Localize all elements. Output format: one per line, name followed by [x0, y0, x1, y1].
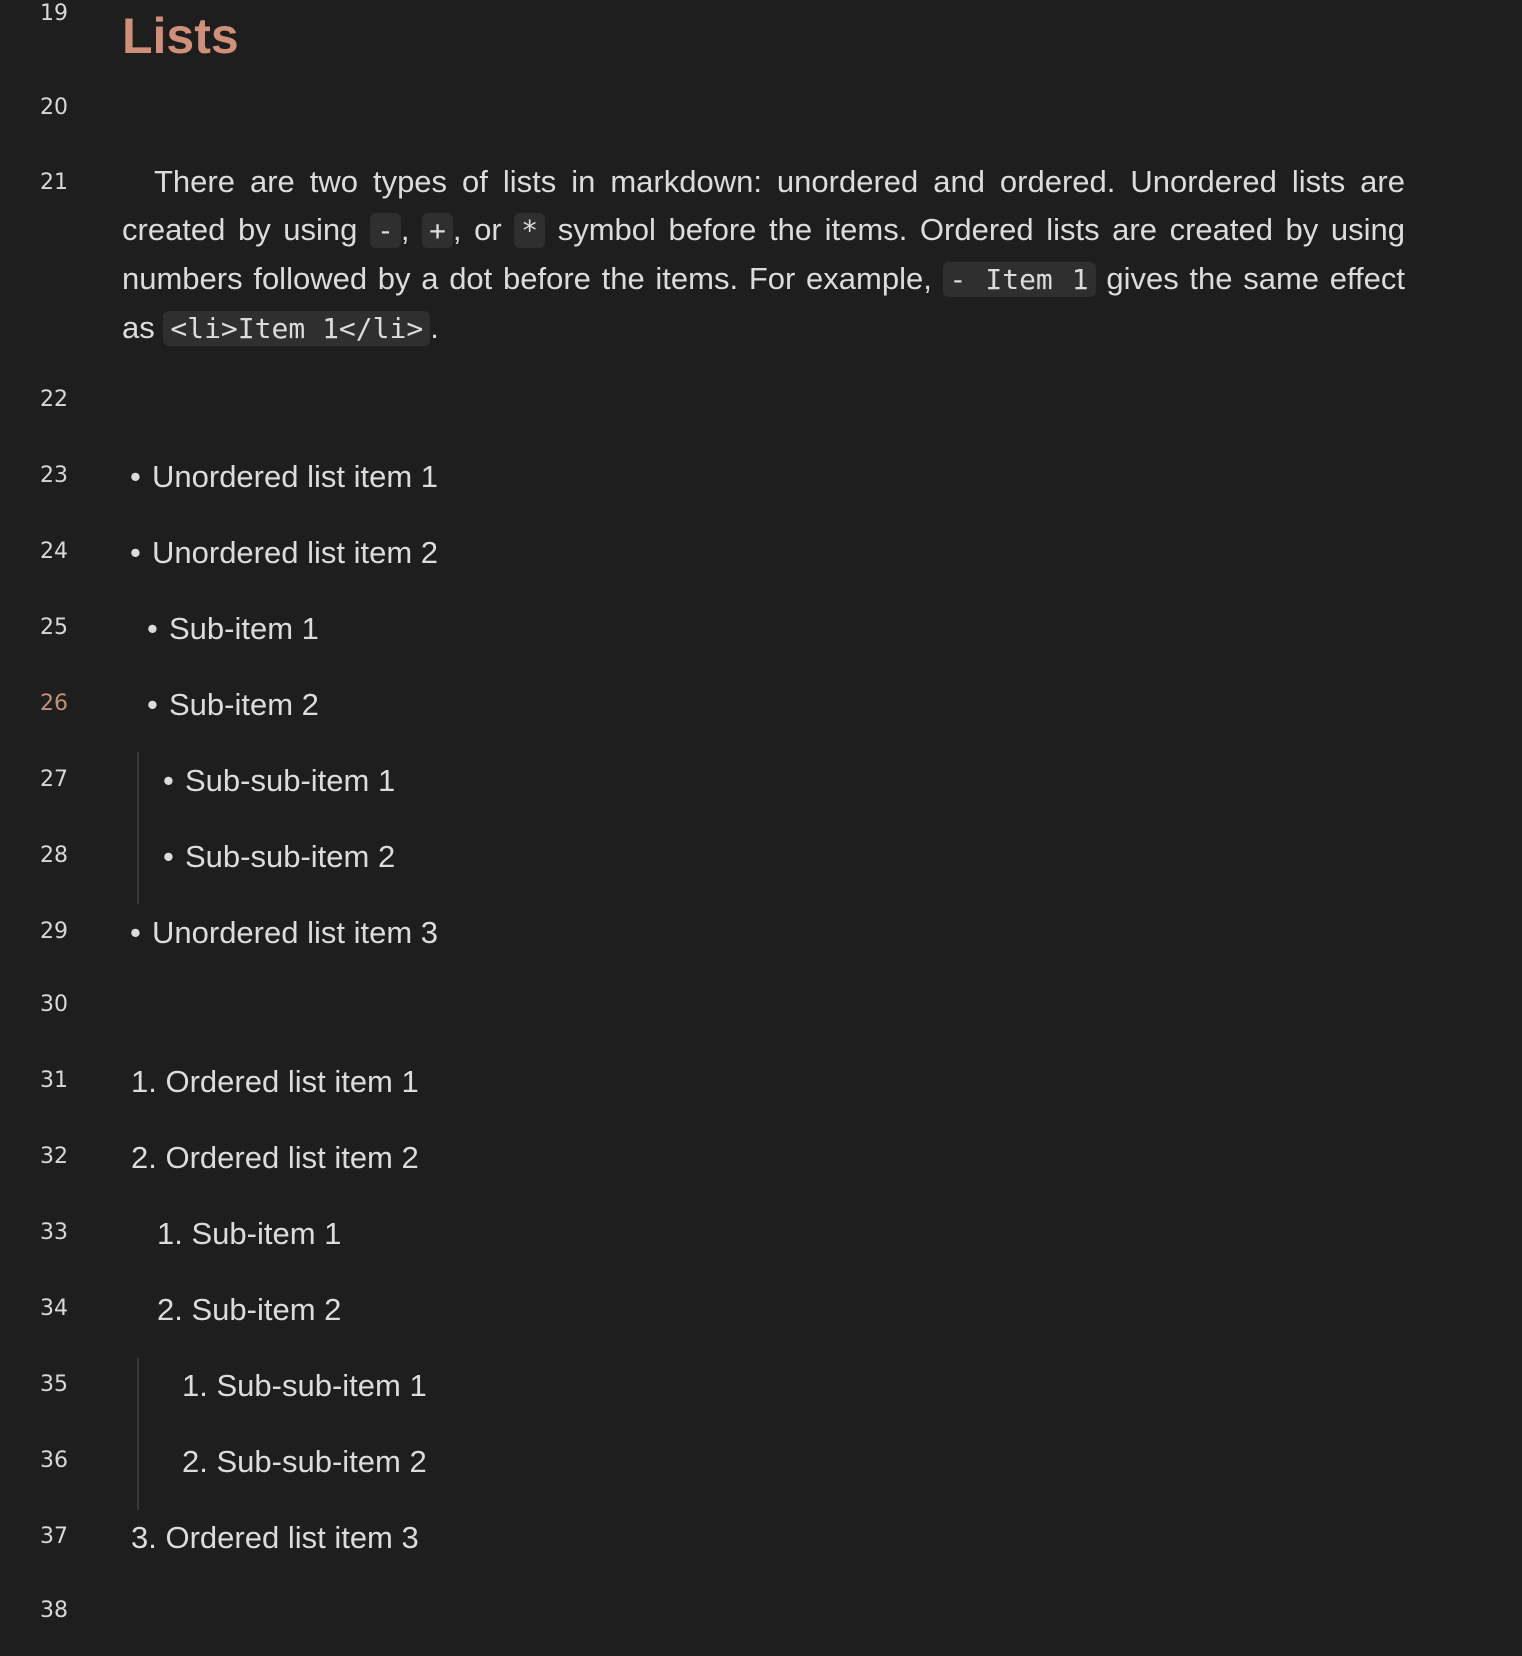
line-number: 28: [40, 843, 68, 868]
line-number: 24: [40, 539, 68, 564]
inline-code: *: [514, 213, 545, 248]
list-item: 1. Ordered list item 1: [131, 1064, 419, 1099]
line-number: 35: [40, 1372, 68, 1397]
bullet-icon: •: [163, 839, 174, 874]
bullet-icon: •: [147, 687, 158, 722]
line-number: 25: [40, 615, 68, 640]
bullet-icon: •: [130, 915, 141, 950]
bullet-icon: •: [163, 763, 174, 798]
line-number: 19: [40, 1, 68, 26]
line-number: 36: [40, 1448, 68, 1473]
list-marker: 2.: [157, 1292, 183, 1327]
list-item: • Sub-sub-item 1: [163, 761, 395, 801]
inline-code: +: [422, 213, 453, 248]
line-number: 32: [40, 1144, 68, 1169]
line-number: 23: [40, 463, 68, 488]
indent-guide: [137, 752, 139, 904]
list-item: 2. Sub-item 2: [157, 1292, 342, 1327]
list-item: • Sub-item 2: [147, 685, 319, 725]
list-item: 3. Ordered list item 3: [131, 1520, 419, 1555]
bullet-icon: •: [147, 611, 158, 646]
line-number: 31: [40, 1068, 68, 1093]
line-number: 27: [40, 767, 68, 792]
bullet-icon: •: [130, 535, 141, 570]
line-number: 20: [40, 95, 68, 120]
list-marker: 3.: [131, 1520, 157, 1555]
heading-lists: Lists: [122, 8, 239, 64]
inline-code: - Item 1: [943, 262, 1096, 297]
line-number: 22: [40, 387, 68, 412]
list-item: 1. Sub-sub-item 1: [182, 1368, 427, 1403]
line-number: 30: [40, 992, 68, 1017]
list-item: • Sub-item 1: [147, 609, 319, 649]
list-item: 2. Sub-sub-item 2: [182, 1444, 427, 1479]
paragraph: There are two types of lists in markdown: unordered and ordered. Unordered lists are created by using - , + , or * symbol before the items. Ordered lists are created by using numbers followed by a dot before the items. For example, - Item 1 gives the same effect as <li>Item 1</li> .: [122, 164, 1406, 345]
list-marker: 1.: [131, 1064, 157, 1099]
list-marker: 1.: [157, 1216, 183, 1251]
line-number: 33: [40, 1220, 68, 1245]
line-number: 29: [40, 919, 68, 944]
list-item: 2. Ordered list item 2: [131, 1140, 419, 1175]
inline-code: -: [370, 213, 401, 248]
line-number: 34: [40, 1296, 68, 1321]
list-item: • Sub-sub-item 2: [163, 837, 395, 877]
line-number: 21: [40, 170, 68, 195]
list-item: 1. Sub-item 1: [157, 1216, 342, 1251]
line-number: 37: [40, 1524, 68, 1549]
indent-guide: [137, 1358, 139, 1510]
list-item: • Unordered list item 3: [130, 913, 438, 953]
line-number-active: 26: [40, 691, 68, 716]
list-marker: 2.: [182, 1444, 208, 1479]
inline-code: <li>Item 1</li>: [163, 311, 430, 346]
list-marker: 2.: [131, 1140, 157, 1175]
list-marker: 1.: [182, 1368, 208, 1403]
line-number: 38: [40, 1598, 68, 1623]
bullet-icon: •: [130, 459, 141, 494]
list-item: • Unordered list item 1: [130, 457, 438, 497]
list-item: • Unordered list item 2: [130, 533, 438, 573]
